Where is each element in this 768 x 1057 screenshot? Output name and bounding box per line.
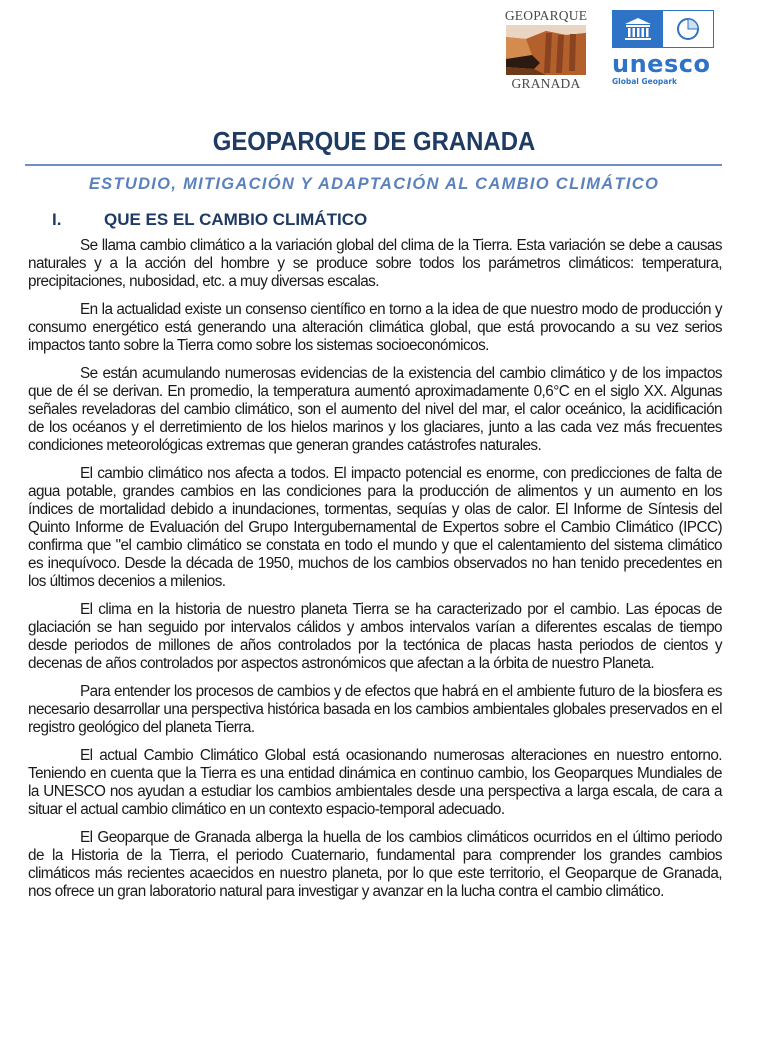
canyon-cliff-icon — [506, 25, 586, 75]
unesco-subtitle: Global Geopark — [612, 77, 678, 86]
geoparque-logo-bottom-text: GRANADA — [511, 76, 581, 91]
geoparque-logo-top-text: GEOPARQUE — [504, 8, 588, 23]
unesco-wordmark: unesco — [612, 50, 711, 78]
paragraph: El actual Cambio Climático Global está ocasionando numerosas alteraciones en nuestro entorno. Teniendo en cuenta que la Tierra es una entidad dinámica en continuo cambio, los Geoparques Mundiales de la UNESCO nos ayudan a estudiar los cambios ambientales desde una perspectiva a larga escala, de cara a situar el actual cambio climático en un contexto espacio-temporal adecuado. — [28, 747, 722, 818]
unesco-global-geopark-logo — [612, 10, 716, 94]
paragraph: El clima en la historia de nuestro planeta Tierra se ha caracterizado por el cambio. Las épocas de glaciación se han seguido por intervalos cálidos y ambos intervalos varían a diferentes escalas de tiempo desde periodos de millones de años controlados por la tectónica de placas hasta periodos de cientos y decenas de años controlados por aspectos astronómicos que afectan a la órbita de nuestro Planeta. — [28, 601, 722, 672]
document-body — [28, 237, 722, 911]
page-subtitle: ESTUDIO, MITIGACIÓN Y ADAPTACIÓN AL CAMBIO CLIMÁTICO — [88, 175, 660, 193]
paragraph: Para entender los procesos de cambios y de efectos que habrá en el ambiente futuro de la biosfera es necesario desarrollar una perspectiva histórica basada en los cambios ambientales globales preservados en el registro geológico del planeta Tierra. — [28, 683, 722, 736]
paragraph: El cambio climático nos afecta a todos. El impacto potencial es enorme, con predicciones de falta de agua potable, grandes cambios en las condiciones para la producción de alimentos y un aumento en los índices de mortalidad debido a inundaciones, tormentas, sequías y olas de calor. El Informe de Síntesis del Quinto Informe de Evaluación del Grupo Intergubernamental de Expertos sobre el Cambio Climático (IPCC) confirma que "el cambio climático se constata en todo el mundo y que el calentamiento del sistema climático es inequívoco. Desde la década de 1950, muchos de los cambios observados no han tenido precedentes en los últimos decenios a milenios. — [28, 465, 722, 590]
temple-icon — [613, 11, 663, 47]
paragraph: Se están acumulando numerosas evidencias de la existencia del cambio climático y de los impactos que de él se derivan. En promedio, la temperatura aumentó aproximadamente 0,6°C en el siglo XX. Algunas señales reveladoras del cambio climático, son el aumento del nivel del mar, el calor oceánico, la acidificación de los océanos y el derretimiento de los hielos marinos y los glaciares, junto a las cada vez más frecuentes condiciones meteorológicas extremas que generan grandes catástrofes naturales. — [28, 365, 722, 454]
section-title: QUE ES EL CAMBIO CLIMÁTICO — [104, 210, 368, 229]
page-title: GEOPARQUE DE GRANADA — [212, 126, 536, 156]
paragraph: En la actualidad existe un consenso científico en torno a la idea de que nuestro modo de producción y consumo energético está generando una alteración climática global, que está provocando a su vez serios impactos tanto sobre la Tierra como sobre los sistemas socioeconómicos. — [28, 301, 722, 354]
unesco-emblem-box — [612, 10, 714, 48]
section-heading — [52, 210, 367, 230]
title-divider — [25, 164, 722, 166]
header-logos — [500, 8, 730, 94]
geopark-globe-icon — [663, 11, 713, 47]
geoparque-granada-logo — [504, 8, 588, 94]
paragraph: El Geoparque de Granada alberga la huella de los cambios climáticos ocurridos en el último periodo de la Historia de la Tierra, el periodo Cuaternario, fundamental para comprender los grandes cambios climáticos más recientes acaecidos en nuestro planeta, por lo que este territorio, el Geoparque de Granada, nos ofrece un gran laboratorio natural para investigar y avanzar en la lucha contra el cambio climático. — [28, 829, 722, 900]
paragraph: Se llama cambio climático a la variación global del clima de la Tierra. Esta variación se debe a causas naturales y a la acción del hombre y se produce sobre todos los parámetros climáticos: temperatura, precipitaciones, nubosidad, etc. a muy diversas escalas. — [28, 237, 722, 290]
section-number: I. — [52, 210, 62, 229]
